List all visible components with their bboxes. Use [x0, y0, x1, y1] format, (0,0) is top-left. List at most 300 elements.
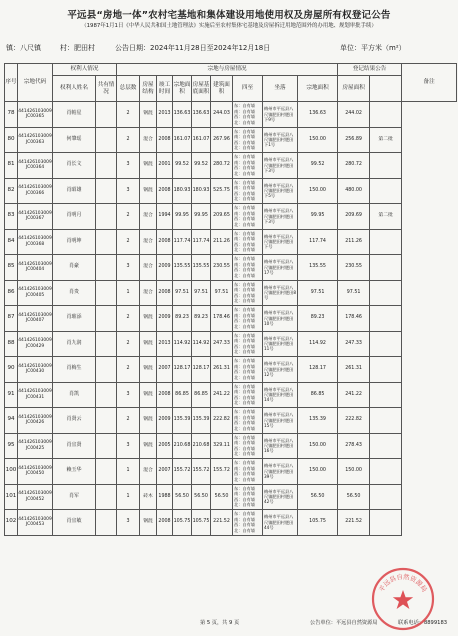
cell-floors: 2 — [117, 331, 140, 357]
cell-share — [96, 484, 117, 510]
cell-r-house: 256.89 — [338, 127, 370, 153]
cell-seq: 84 — [5, 229, 18, 255]
cell-remark — [370, 280, 402, 306]
cell-remark — [370, 459, 402, 485]
cell-r-land: 150.00 — [298, 433, 338, 459]
cell-location: 梅州市平远县八尺镇肥田村肥田16号 — [263, 433, 298, 459]
cell-base-area: 210.68 — [192, 433, 211, 459]
cell-build-area: 221.52 — [211, 510, 233, 536]
cell-seq: 78 — [5, 102, 18, 128]
cell-land-area: 117.74 — [173, 229, 192, 255]
cell-code: 441426103009JC00450 — [18, 459, 53, 485]
announcer-label: 公告单位：平远县自然资源局 — [310, 620, 378, 626]
cell-name: 肖豪 — [53, 255, 96, 281]
cell-land-area: 136.63 — [173, 102, 192, 128]
cell-build-area: 97.51 — [211, 280, 233, 306]
period-label: 公告日期：2024年11月28日至2024年12月18日 — [115, 44, 271, 52]
cell-r-land: 150.00 — [298, 459, 338, 485]
cell-bounds: 东：自有墙 南：自有墙 西：自有墙 北：自有墙 — [233, 484, 263, 510]
cell-floors: 1 — [117, 459, 140, 485]
cell-structure: 钢混 — [140, 357, 157, 383]
cell-r-house: 221.52 — [338, 510, 370, 536]
table-row — [5, 255, 457, 281]
unit-label: 单位：平方米（m²） — [340, 44, 406, 52]
cell-year: 2008 — [157, 382, 173, 408]
cell-name: 肖璀添 — [53, 306, 96, 332]
cell-code: 441426103009JC00365 — [18, 102, 53, 128]
cell-remark — [370, 229, 402, 255]
cell-bounds: 东：自有墙 南：自有墙 西：自有墙 北：自有墙 — [233, 229, 263, 255]
cell-remark: 第二批 — [370, 127, 402, 153]
cell-year: 2008 — [157, 178, 173, 204]
cell-code: 441426103009JC00425 — [18, 433, 53, 459]
cell-bounds: 东：自有墙 南：自有墙 西：自有墙 北：自有墙 — [233, 433, 263, 459]
header-name: 权利人姓名 — [53, 76, 96, 102]
cell-location: 梅州市平远县八尺镇肥田村肥田8号 — [263, 280, 298, 306]
cell-floors: 2 — [117, 408, 140, 434]
cell-name: 肖凯 — [53, 382, 96, 408]
cell-base-area: 99.52 — [192, 153, 211, 179]
cell-floors: 3 — [117, 178, 140, 204]
cell-seq: 90 — [5, 357, 18, 383]
cell-seq: 82 — [5, 178, 18, 204]
header-year: 竣工时间 — [157, 76, 173, 102]
cell-r-land: 89.23 — [298, 306, 338, 332]
cell-bounds: 东：自有墙 南：自有墙 西：自有墙 北：自有墙 — [233, 178, 263, 204]
header-land-group: 宗地与房屋情况 — [117, 64, 338, 76]
cell-bounds: 东：自有墙 南：自有墙 西：自有墙 北：自有墙 — [233, 459, 263, 485]
cell-name: 何肇瑶 — [53, 127, 96, 153]
cell-structure: 钢混 — [140, 408, 157, 434]
cell-code: 441426103009JC00368 — [18, 229, 53, 255]
cell-structure: 混合 — [140, 127, 157, 153]
cell-remark: 第二批 — [370, 204, 402, 230]
cell-year: 2009 — [157, 255, 173, 281]
cell-r-house: 244.02 — [338, 102, 370, 128]
cell-build-area: 230.55 — [211, 255, 233, 281]
cell-location: 梅州市平远县八尺镇肥田村肥田下号 — [263, 229, 298, 255]
cell-structure: 钢混 — [140, 178, 157, 204]
cell-seq: 86 — [5, 280, 18, 306]
cell-name: 肖九润 — [53, 331, 96, 357]
cell-land-area: 56.50 — [173, 484, 192, 510]
cell-land-area: 99.52 — [173, 153, 192, 179]
cell-share — [96, 178, 117, 204]
cell-name: 肖宜贤 — [53, 433, 96, 459]
cell-location: 梅州市平远县八尺镇肥田村肥田10号 — [263, 306, 298, 332]
cell-code: 441426103009JC00452 — [18, 484, 53, 510]
cell-base-area: 89.23 — [192, 306, 211, 332]
table-row — [5, 229, 457, 255]
registration-table — [4, 63, 457, 536]
cell-bounds: 东：自有墙 南：自有墙 西：自有墙 北：自有墙 — [233, 510, 263, 536]
cell-r-land: 128.17 — [298, 357, 338, 383]
cell-r-land: 135.39 — [298, 408, 338, 434]
cell-structure: 砖木 — [140, 484, 157, 510]
cell-remark — [370, 408, 402, 434]
cell-base-area: 135.55 — [192, 255, 211, 281]
cell-share — [96, 408, 117, 434]
cell-location: 梅州市平远县八尺镇肥田村肥田17号 — [263, 255, 298, 281]
cell-r-land: 150.00 — [298, 127, 338, 153]
cell-floors: 1 — [117, 484, 140, 510]
header-seq: 序号 — [5, 64, 18, 102]
cell-code: 441426103009JC00405 — [18, 280, 53, 306]
cell-structure: 混合 — [140, 204, 157, 230]
cell-r-house: 230.55 — [338, 255, 370, 281]
cell-land-area: 128.17 — [173, 357, 192, 383]
cell-structure: 混合 — [140, 255, 157, 281]
cell-name: 肖宜敏 — [53, 510, 96, 536]
cell-r-land: 97.51 — [298, 280, 338, 306]
cell-r-house: 241.22 — [338, 382, 370, 408]
cell-floors: 2 — [117, 204, 140, 230]
header-bounds: 四至 — [233, 76, 263, 102]
cell-base-area: 99.95 — [192, 204, 211, 230]
cell-r-land: 99.95 — [298, 204, 338, 230]
cell-r-house: 97.51 — [338, 280, 370, 306]
cell-name: 肖明月 — [53, 204, 96, 230]
cell-floors: 3 — [117, 382, 140, 408]
cell-structure: 钢混 — [140, 102, 157, 128]
table-row — [5, 280, 457, 306]
cell-share — [96, 153, 117, 179]
cell-year: 2008 — [157, 280, 173, 306]
table-row — [5, 510, 457, 536]
cell-r-land: 135.55 — [298, 255, 338, 281]
cell-name: 肖贤云 — [53, 408, 96, 434]
table-row — [5, 357, 457, 383]
cell-r-house: 178.46 — [338, 306, 370, 332]
cell-structure: 混合 — [140, 280, 157, 306]
cell-r-house: 280.72 — [338, 153, 370, 179]
cell-build-area: 261.31 — [211, 357, 233, 383]
cell-land-area: 161.07 — [173, 127, 192, 153]
cell-share — [96, 229, 117, 255]
cell-r-house: 222.82 — [338, 408, 370, 434]
cell-code: 441426103009JC00453 — [18, 510, 53, 536]
cell-remark — [370, 153, 402, 179]
cell-build-area: 241.22 — [211, 382, 233, 408]
cell-structure: 钢混 — [140, 510, 157, 536]
cell-r-house: 150.00 — [338, 459, 370, 485]
cell-location: 梅州市平远县八尺镇肥田村肥田14号 — [263, 382, 298, 408]
cell-name: 肖梅生 — [53, 357, 96, 383]
cell-name: 肖军 — [53, 484, 96, 510]
cell-seq: 87 — [5, 306, 18, 332]
cell-bounds: 东：自有墙 南：自有墙 西：自有墙 北：自有墙 — [233, 127, 263, 153]
cell-share — [96, 127, 117, 153]
cell-year: 2007 — [157, 357, 173, 383]
cell-remark — [370, 255, 402, 281]
header-holder-group: 权利人情况 — [53, 64, 117, 76]
cell-share — [96, 510, 117, 536]
cell-share — [96, 459, 117, 485]
cell-share — [96, 255, 117, 281]
header-structure: 房屋结构 — [140, 76, 157, 102]
phone-label: 联系电话：8899183 — [398, 620, 448, 626]
cell-base-area: 117.74 — [192, 229, 211, 255]
cell-remark — [370, 102, 402, 128]
cell-build-area: 329.11 — [211, 433, 233, 459]
header-share: 共有情况 — [96, 76, 117, 102]
cell-r-land: 117.74 — [298, 229, 338, 255]
cell-floors: 3 — [117, 153, 140, 179]
cell-remark — [370, 178, 402, 204]
cell-seq: 83 — [5, 204, 18, 230]
cell-structure: 钢混 — [140, 153, 157, 179]
cell-base-area: 105.75 — [192, 510, 211, 536]
cell-base-area: 86.85 — [192, 382, 211, 408]
table-row — [5, 178, 457, 204]
cell-year: 1988 — [157, 484, 173, 510]
header-floors: 总层数 — [117, 76, 140, 102]
cell-r-land: 136.63 — [298, 102, 338, 128]
cell-floors: 3 — [117, 255, 140, 281]
cell-build-area: 211.26 — [211, 229, 233, 255]
cell-seq: 94 — [5, 408, 18, 434]
cell-remark — [370, 510, 402, 536]
cell-year: 2013 — [157, 102, 173, 128]
cell-seq: 85 — [5, 255, 18, 281]
cell-bounds: 东：自有墙 南：自有墙 西：自有墙 北：自有墙 — [233, 357, 263, 383]
cell-remark — [370, 331, 402, 357]
cell-bounds: 东：自有墙 南：自有墙 西：自有墙 北：自有墙 — [233, 255, 263, 281]
header-result-group: 登记结果公告 — [338, 64, 402, 76]
cell-build-area: 247.33 — [211, 331, 233, 357]
cell-r-land: 56.50 — [298, 484, 338, 510]
cell-base-area: 180.93 — [192, 178, 211, 204]
cell-base-area: 114.92 — [192, 331, 211, 357]
cell-name: 肖明坤 — [53, 229, 96, 255]
cell-structure: 混合 — [140, 229, 157, 255]
cell-location: 梅州市平远县八尺镇肥田村肥田44号 — [263, 510, 298, 536]
cell-location: 梅州市平远县八尺镇肥田村肥田下3号 — [263, 204, 298, 230]
cell-year: 2009 — [157, 306, 173, 332]
cell-land-area: 135.39 — [173, 408, 192, 434]
cell-r-land: 114.92 — [298, 331, 338, 357]
cell-share — [96, 280, 117, 306]
cell-year: 1994 — [157, 204, 173, 230]
cell-code: 441426103009JC00407 — [18, 306, 53, 332]
village-label: 村：肥田村 — [60, 44, 95, 52]
official-seal — [370, 566, 436, 632]
cell-build-area: 178.46 — [211, 306, 233, 332]
cell-location: 梅州市平远县八尺镇肥田村肥田下3号 — [263, 153, 298, 179]
cell-build-area: 525.75 — [211, 178, 233, 204]
cell-r-house: 261.31 — [338, 357, 370, 383]
cell-name: 肖贵 — [53, 280, 96, 306]
cell-location: 梅州市平远县八尺镇肥田村肥田12号 — [263, 357, 298, 383]
cell-land-area: 114.92 — [173, 331, 192, 357]
cell-seq: 100 — [5, 459, 18, 485]
cell-code: 441426103009JC00430 — [18, 357, 53, 383]
cell-year: 2008 — [157, 127, 173, 153]
cell-land-area: 99.95 — [173, 204, 192, 230]
header-build-area: 建筑面积 — [211, 76, 233, 102]
cell-remark — [370, 357, 402, 383]
cell-code: 441426103009JC00426 — [18, 408, 53, 434]
table-row — [5, 484, 457, 510]
table-body — [5, 102, 457, 536]
table-row — [5, 433, 457, 459]
table-row — [5, 382, 457, 408]
cell-base-area: 136.63 — [192, 102, 211, 128]
header-location: 坐落 — [263, 76, 298, 102]
page-number: 第 5 页，共 9 页 — [200, 620, 240, 626]
cell-bounds: 东：自有墙 南：自有墙 西：自有墙 北：自有墙 — [233, 204, 263, 230]
cell-r-land: 86.85 — [298, 382, 338, 408]
cell-share — [96, 357, 117, 383]
cell-remark — [370, 433, 402, 459]
cell-seq: 81 — [5, 153, 18, 179]
cell-code: 441426103009JC00364 — [18, 153, 53, 179]
cell-land-area: 135.55 — [173, 255, 192, 281]
cell-r-land: 99.52 — [298, 153, 338, 179]
cell-bounds: 东：自有墙 南：自有墙 西：自有墙 北：自有墙 — [233, 382, 263, 408]
cell-year: 2007 — [157, 459, 173, 485]
cell-seq: 102 — [5, 510, 18, 536]
header-land-area: 宗地面积 — [173, 76, 192, 102]
table-row — [5, 459, 457, 485]
header-result-land: 宗地面积 — [298, 76, 338, 102]
cell-land-area: 97.51 — [173, 280, 192, 306]
cell-seq: 91 — [5, 382, 18, 408]
cell-floors: 1 — [117, 280, 140, 306]
cell-location: 梅州市平远县八尺镇肥田村肥田42号 — [263, 484, 298, 510]
table-row — [5, 102, 457, 128]
cell-land-area: 180.93 — [173, 178, 192, 204]
cell-share — [96, 306, 117, 332]
cell-bounds: 东：自有墙 南：自有墙 西：自有墙 北：自有墙 — [233, 408, 263, 434]
cell-year: 2008 — [157, 510, 173, 536]
cell-land-area: 210.68 — [173, 433, 192, 459]
cell-build-area: 222.82 — [211, 408, 233, 434]
table-row — [5, 306, 457, 332]
cell-share — [96, 204, 117, 230]
svg-text:平远县自然资源局: 平远县自然资源局 — [377, 572, 429, 594]
cell-structure: 钢混 — [140, 306, 157, 332]
cell-floors: 3 — [117, 510, 140, 536]
cell-land-area: 155.72 — [173, 459, 192, 485]
cell-bounds: 东：自有墙 南：自有墙 西：自有墙 北：自有墙 — [233, 153, 263, 179]
cell-land-area: 89.23 — [173, 306, 192, 332]
cell-r-land: 105.75 — [298, 510, 338, 536]
page-subtitle: （1987年1月1日《中华人民共和国土地管理法》实施后至农村集体宅基地及房屋拆迁用地范围外的办用地、规划审批手续） — [81, 23, 377, 29]
cell-code: 441426103009JC00404 — [18, 255, 53, 281]
cell-year: 2013 — [157, 331, 173, 357]
cell-r-land: 150.00 — [298, 178, 338, 204]
page-title: 平远县“房地一体”农村宅基地和集体建设用地使用权及房屋所有权登记公告 — [67, 10, 391, 21]
cell-structure: 混合 — [140, 459, 157, 485]
cell-structure: 钢混 — [140, 382, 157, 408]
cell-r-house: 56.50 — [338, 484, 370, 510]
cell-location: 梅州市平远县八尺镇肥田村肥田15号 — [263, 408, 298, 434]
cell-code: 441426103009JC00367 — [18, 204, 53, 230]
cell-base-area: 97.51 — [192, 280, 211, 306]
cell-floors: 3 — [117, 433, 140, 459]
cell-floors: 2 — [117, 229, 140, 255]
cell-build-area: 267.96 — [211, 127, 233, 153]
cell-seq: 80 — [5, 127, 18, 153]
cell-year: 2005 — [157, 433, 173, 459]
cell-code: 441426103009JC00431 — [18, 382, 53, 408]
cell-remark — [370, 306, 402, 332]
cell-build-area: 280.72 — [211, 153, 233, 179]
cell-year: 2009 — [157, 408, 173, 434]
table-row — [5, 408, 457, 434]
header-result-house: 房屋面积 — [338, 76, 370, 102]
cell-remark — [370, 484, 402, 510]
table-row — [5, 331, 457, 357]
table-row — [5, 153, 457, 179]
header-code: 宗地代码 — [18, 64, 53, 102]
cell-location: 梅州市平远县八尺镇肥田村肥田下9号 — [263, 102, 298, 128]
cell-base-area: 161.07 — [192, 127, 211, 153]
cell-structure: 钢混 — [140, 331, 157, 357]
cell-share — [96, 433, 117, 459]
header-base-area: 房屋基底面积 — [192, 76, 211, 102]
cell-name: 赖玉华 — [53, 459, 96, 485]
cell-code: 441426103009JC00366 — [18, 178, 53, 204]
cell-year: 2001 — [157, 153, 173, 179]
cell-location: 梅州市平远县八尺镇肥田村肥田39号 — [263, 459, 298, 485]
cell-bounds: 东：自有墙 南：自有墙 西：自有墙 北：自有墙 — [233, 331, 263, 357]
cell-year: 2008 — [157, 229, 173, 255]
table-row — [5, 204, 457, 230]
cell-seq: 101 — [5, 484, 18, 510]
cell-bounds: 东：自有墙 南：自有墙 西：自有墙 北：自有墙 — [233, 306, 263, 332]
cell-land-area: 105.75 — [173, 510, 192, 536]
cell-r-house: 278.43 — [338, 433, 370, 459]
cell-share — [96, 382, 117, 408]
cell-build-area: 244.03 — [211, 102, 233, 128]
cell-bounds: 东：自有墙 南：自有墙 西：自有墙 北：自有墙 — [233, 280, 263, 306]
cell-seq: 88 — [5, 331, 18, 357]
cell-floors: 2 — [117, 127, 140, 153]
cell-r-house: 209.69 — [338, 204, 370, 230]
cell-remark — [370, 382, 402, 408]
cell-base-area: 56.50 — [192, 484, 211, 510]
cell-base-area: 155.72 — [192, 459, 211, 485]
cell-floors: 2 — [117, 102, 140, 128]
cell-build-area: 209.65 — [211, 204, 233, 230]
cell-name: 肖长文 — [53, 153, 96, 179]
cell-share — [96, 102, 117, 128]
cell-build-area: 56.50 — [211, 484, 233, 510]
cell-r-house: 211.26 — [338, 229, 370, 255]
cell-structure: 钢混 — [140, 433, 157, 459]
cell-floors: 2 — [117, 306, 140, 332]
cell-name: 肖帕星 — [53, 102, 96, 128]
cell-build-area: 155.72 — [211, 459, 233, 485]
cell-code: 441426103009JC00429 — [18, 331, 53, 357]
cell-base-area: 135.39 — [192, 408, 211, 434]
cell-r-house: 480.00 — [338, 178, 370, 204]
cell-location: 梅州市平远县八尺镇肥田村肥田11号 — [263, 331, 298, 357]
cell-code: 441426103009JC00363 — [18, 127, 53, 153]
cell-name: 肖昭雄 — [53, 178, 96, 204]
cell-share — [96, 331, 117, 357]
cell-base-area: 128.17 — [192, 357, 211, 383]
header-remark: 备注 — [402, 64, 457, 102]
cell-location: 梅州市平远县八尺镇肥田村肥田下1号 — [263, 127, 298, 153]
table-row — [5, 127, 457, 153]
cell-r-house: 247.33 — [338, 331, 370, 357]
cell-seq: 95 — [5, 433, 18, 459]
town-label: 镇：八尺镇 — [6, 44, 41, 52]
cell-location: 梅州市平远县八尺镇肥田村肥田下5号 — [263, 178, 298, 204]
